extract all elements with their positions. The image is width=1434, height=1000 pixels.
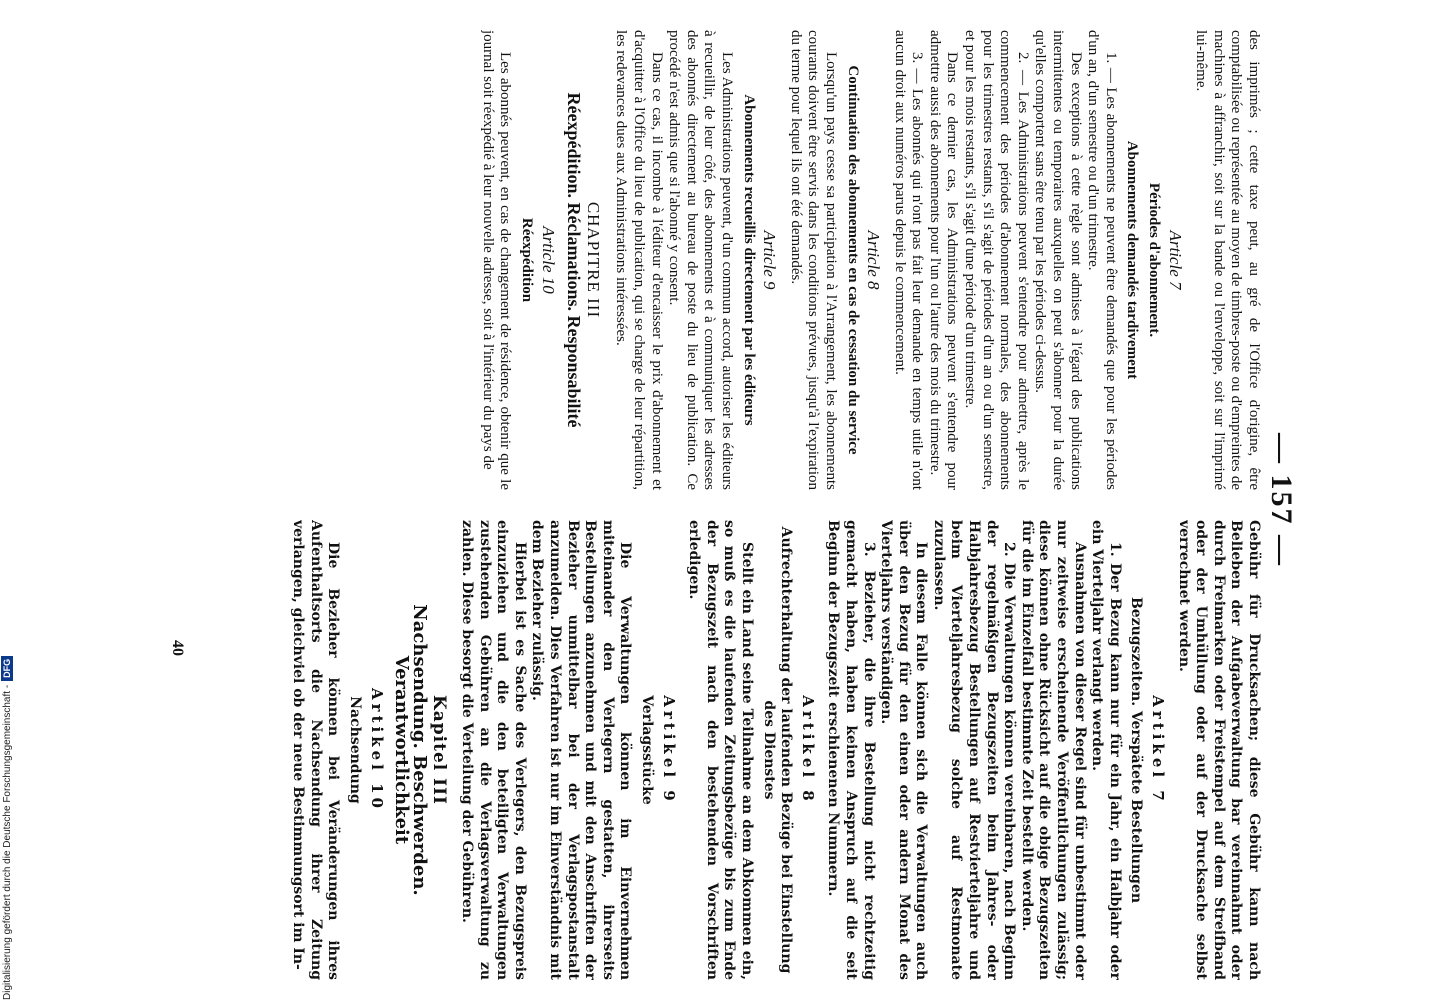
- fr-paragraph: Lorsqu'un pays cesse sa participation à l'Arrangement, les abonnements courants doivent être servis dans les conditions prévues, jusqu'à l'expiration du terme pour lequel ils ont été demandés.: [787, 30, 839, 490]
- fr-paragraph: 1. — Les abonnements ne peuvent être demandés que pour les périodes d'un an, d'un semestre ou d'un trimestre.: [1085, 30, 1119, 490]
- de-chapter-title: Kapitel III: [429, 694, 450, 806]
- fr-paragraph: Les Administrations peuvent, d'un commun accord, autoriser les éditeurs à recueillir, de leur côté, des abonnements et à communiquer les adresses des abonnés directement au bureau de poste du lieu de publication. Ce procédé n'est admis que si l'abonné y consent.: [666, 30, 735, 490]
- document-page: [134, 0, 1334, 1000]
- de-article-8-subtitle: Aufrechterhaltung der laufenden Bezüge bei Einstellung des Dienstes: [760, 526, 795, 974]
- de-paragraph: Hierbei ist es Sache des Verlegers, den Bezugspreis einzuziehen und die den beteiligten Verwaltungen zustehenden Gebühren an die Verlagsverwaltung zu zahlen. Diese besorgt die Verteilung der Gebühren.: [459, 520, 528, 980]
- de-article-7-title: Artikel 7: [1149, 695, 1168, 805]
- fr-article-7-subtitle-2: Abonnements demandés tardivement: [1124, 140, 1141, 380]
- fr-paragraph: Les abonnés peuvent, en cas de changement de résidence, obtenir que le journal soit réexpédié à leur nouvelle adresse, soit à l'intérieur du pays de: [479, 30, 514, 490]
- de-paragraph: Die Bezieher können bei Veränderungen ihres Aufenthaltsorts die Nachsendung ihrer Zeitung verlangen, gleichviel ob der neue Bestimmungsort im In-: [290, 520, 342, 980]
- de-paragraph: In diesem Falle können sich die Verwaltungen auch über den Bezug für den einen oder andern Monat des Vierteljahrs verständigen.: [878, 520, 930, 980]
- de-paragraph: Die Verwaltungen können im Einvernehmen miteinander den Verlegern gestatten, ihrerseits Bestellungen anzunehmen und mit den Anschriften der Bezieher unmittelbar bei der Verlagspostanstalt anzumelden. Dies Verfahren ist nur im Einverständnis mit dem Bezieher zulässig.: [529, 520, 634, 980]
- de-article-9-subtitle: Verlagsstücke: [639, 695, 655, 805]
- de-paragraph: Ausnahmen von dieser Regel sind für unbestimmt oder nur zeitweise erscheinende Veröffentlichungen zulässig; diese können ohne Rücksicht auf die obige Bezugszeiten für die im Einzelfall bestimmte Zeit bestellt werden.: [1018, 520, 1088, 980]
- fr-intro: des imprimés ; cette taxe peut, au gré de l'Office d'origine, être comptabilisée ou représentée au moyen de timbres-poste ou d'empreintes de machines à affranchir, soit sur la bande ou l'enveloppe, soit sur l'imprimé lui-même.: [1193, 30, 1262, 490]
- fr-paragraph: 3. — Les abonnés qui n'ont pas fait leur demande en temps utile n'ont aucun droit aux numéros parus depuis le commencement.: [891, 30, 926, 490]
- french-column: [192, 30, 1262, 490]
- de-article-10-subtitle: Nachsendung: [347, 696, 364, 804]
- de-paragraph: 2. Die Verwaltungen können vereinbaren, nach Beginn der regelmäßigen Bezugszeiten beim Jahres- oder Halbjahresbezug Bestellungen auf Restvierteljahre und beim Vierteljahresbezug solche auf Restmonate zuzulassen.: [930, 520, 1018, 980]
- fr-article-9-title: Article 9: [760, 230, 780, 290]
- dfg-logo: DFG: [1, 656, 13, 681]
- de-article-10-title: Artikel 10: [367, 688, 386, 812]
- fr-article-8-subtitle: Continuation des abonnements en cas de cessation du service: [844, 65, 861, 455]
- fr-paragraph: Dans ce dernier cas, les Administrations peuvent s'entendre pour admettre aussi des abonnements pour l'un ou l'autre des mois du trimestre.: [926, 30, 961, 490]
- sheet-number: 40: [169, 640, 186, 656]
- fr-article-7-title: Article 7: [1165, 230, 1185, 290]
- de-chapter-subtitle: Nachsendung. Beschwerden. Verantwortlichkeit: [391, 604, 430, 896]
- de-article-8-title: Artikel 8: [798, 695, 817, 805]
- de-article-9-title: Artikel 9: [659, 695, 678, 805]
- fr-article-8-title: Article 8: [864, 230, 884, 290]
- de-paragraph: 3. Bezieher, die ihre Bestellung nicht rechtzeitig gemacht haben, haben keinen Anspruch auf die seit Beginn der Bezugszeit erschienenen Nummern.: [825, 520, 877, 980]
- de-intro: Gebühr für Drucksachen; diese Gebühr kann nach Belieben der Aufgabeverwaltung bar vereinnahmt oder durch Freimarken oder Freistempel auf dem Streifband oder der Umhüllung oder auf der Drucksache selbst verrechnet werden.: [1175, 520, 1262, 980]
- page-number: — 157 —: [1265, 433, 1298, 567]
- digitization-notice: [0, 0, 16, 1000]
- fr-article-9-subtitle: Abonnements recueillis directement par les éditeurs: [740, 94, 757, 426]
- de-article-7-subtitle: Bezugszeiten. Verspätete Bestellungen: [1128, 596, 1145, 904]
- fr-article-7-subtitle-1: Périodes d'abonnement.: [1146, 182, 1163, 338]
- fr-article-10-subtitle: Réexpédition: [519, 217, 536, 303]
- fr-paragraph: Des exceptions à cette règle sont admises à l'égard des publications intermittentes ou temporaires auxquelles on peut s'abonner pour la durée qu'elles comportent sans être tenu par les périodes ci-dessus.: [1032, 30, 1084, 490]
- fr-paragraph: 2. — Les Administrations peuvent s'entendre pour admettre, après le commencement des périodes d'abonnement normales, des abonnements pour les trimestres restants, s'il s'agit de périodes d'un an ou d'un semestre, et pour les mois restants, s'il s'agit d'une période d'un trimestre.: [962, 30, 1031, 490]
- fr-chapter-title: CHAPITRE III: [583, 201, 603, 319]
- fr-article-10-title: Article 10: [538, 226, 558, 294]
- de-paragraph: Stellt ein Land seine Teilnahme an dem Abkommen ein, so muß es die laufenden Zeitungsbezüge bis zum Ende der Bezugszeit nach den bestehenden Vorschriften erledigen.: [686, 520, 755, 980]
- fr-chapter-subtitle: Réexpédition. Réclamations. Responsabilité: [564, 92, 585, 428]
- de-paragraph: 1. Der Bezug kann nur für ein Jahr, ein Halbjahr oder ein Vierteljahr verlangt werden.: [1089, 520, 1123, 980]
- fr-paragraph: Dans ce cas, il incombe à l'éditeur d'encaisser le prix d'abonnement et d'acquitter à l'Office du lieu de publication, qui se charge de leur répartition, les redevances dues aux Administrations intéressées.: [613, 30, 665, 490]
- german-column: [192, 520, 1262, 980]
- digitization-notice-text: Digitalisierung gefördert durch die Deutsche Forschungsgemeinschaft -: [2, 684, 13, 1000]
